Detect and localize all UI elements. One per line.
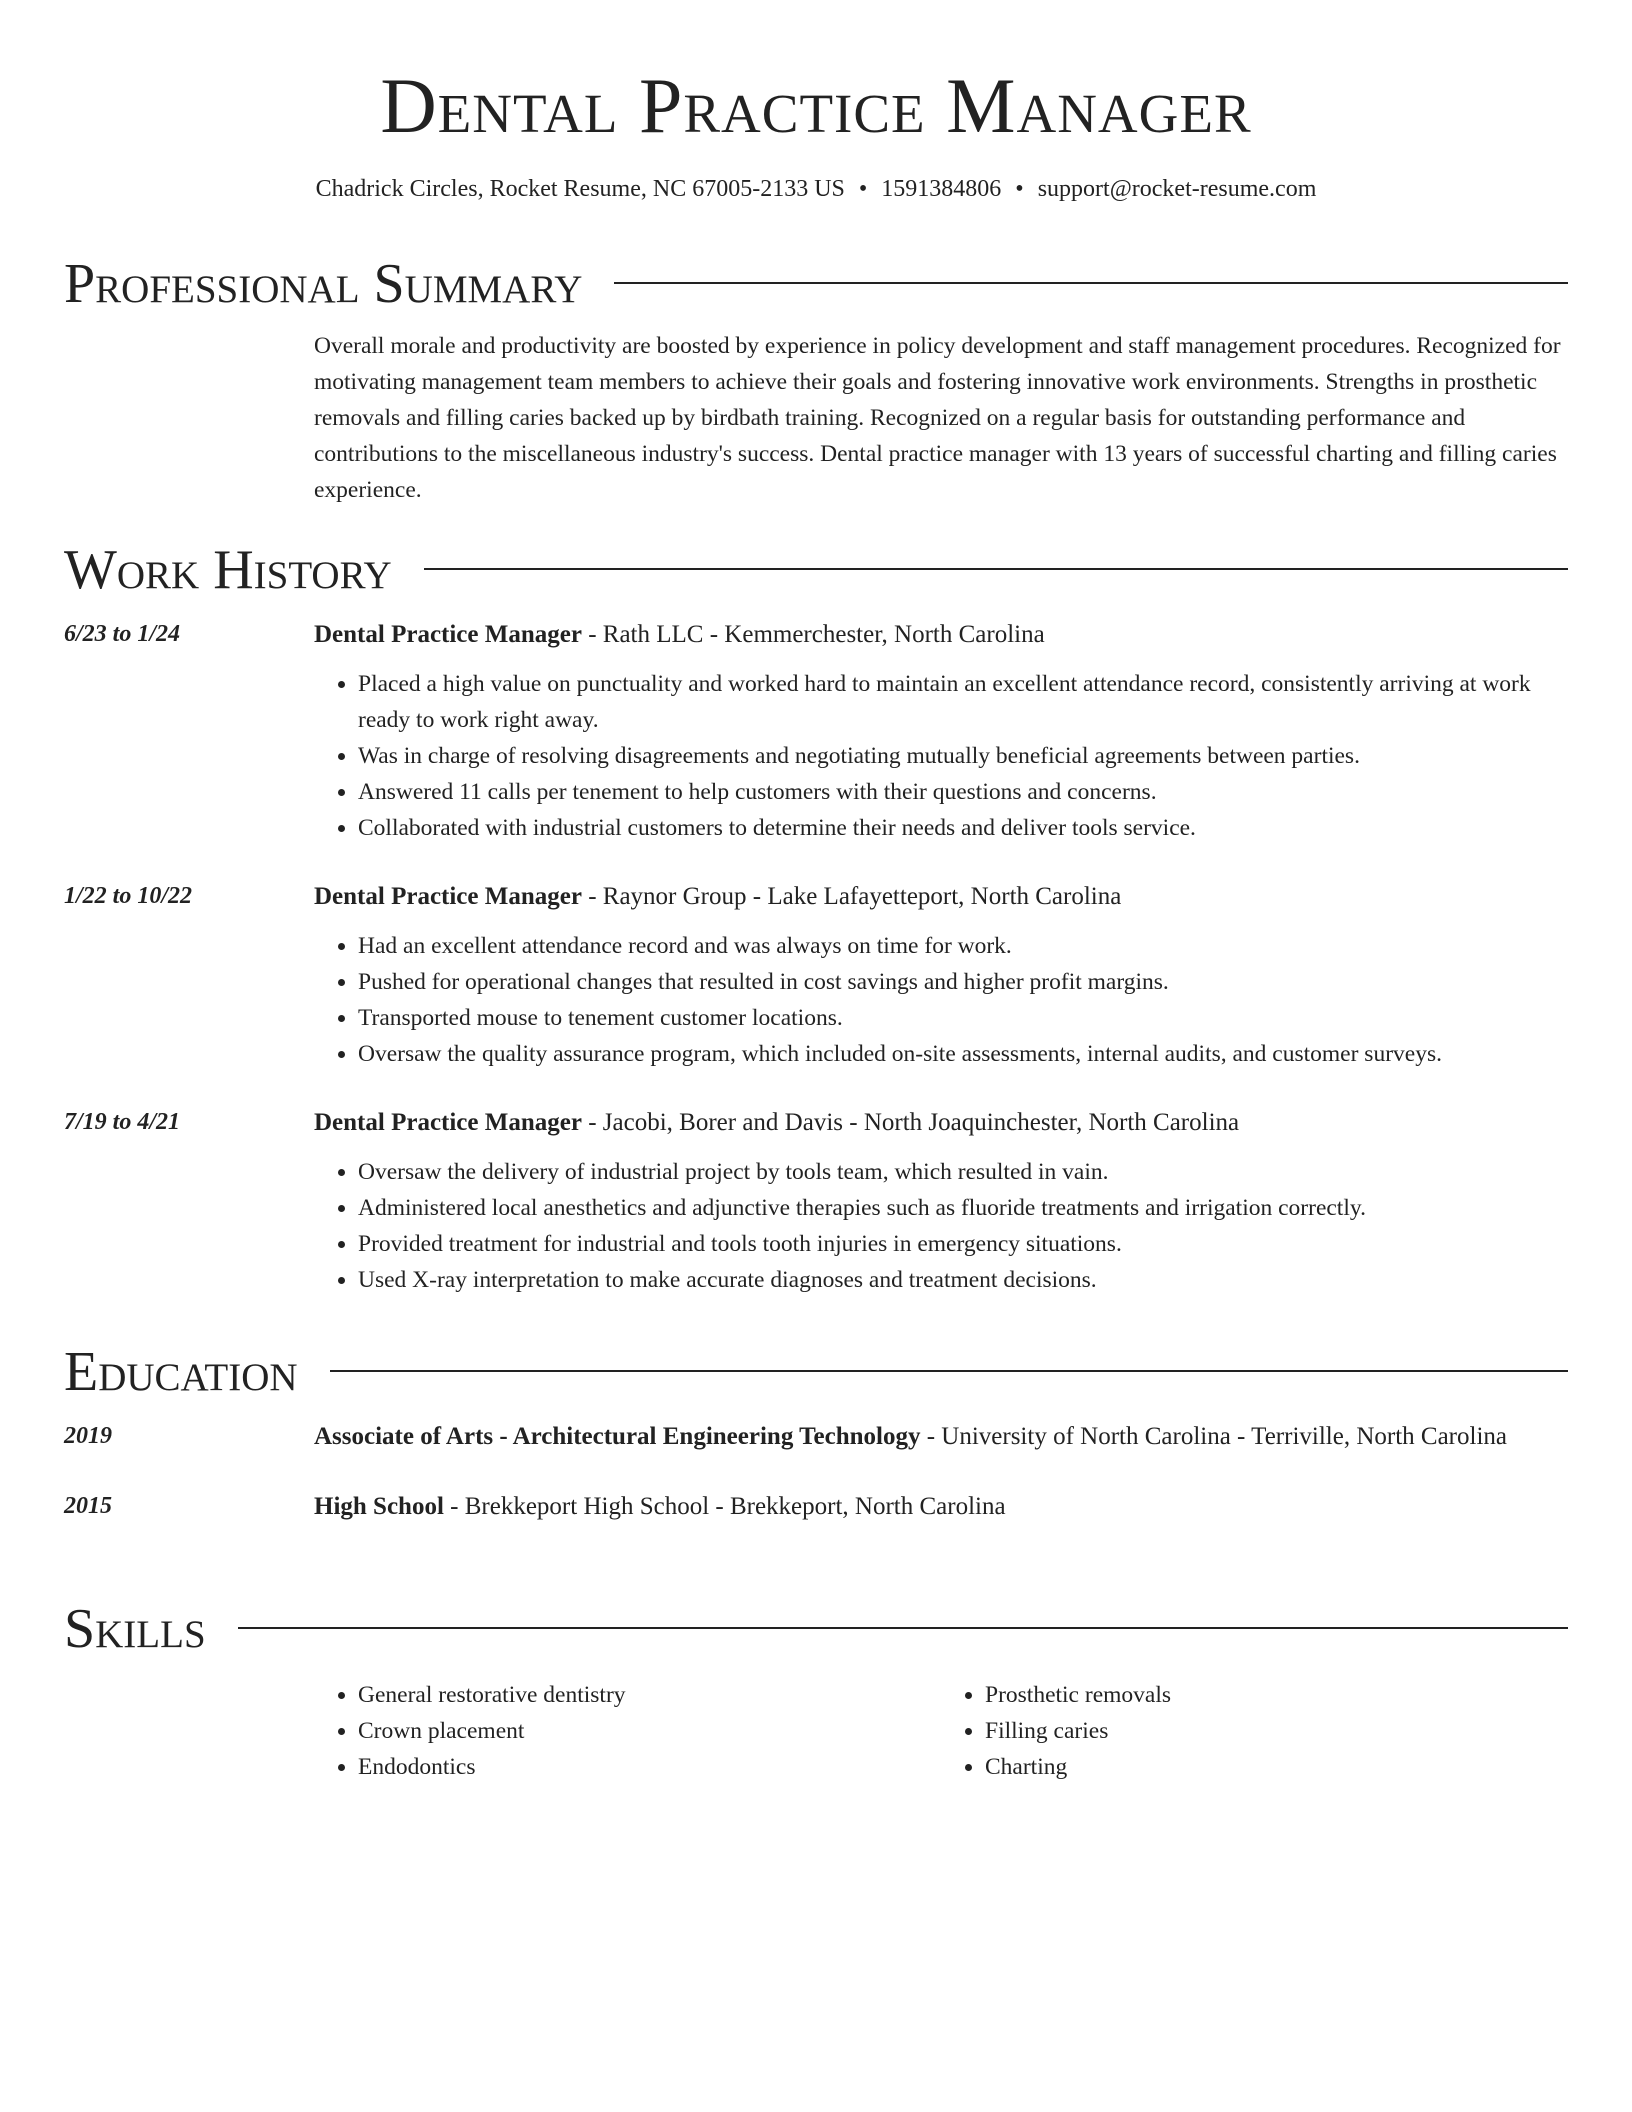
skill-item: • Charting [985, 1749, 1568, 1785]
section-header [64, 254, 1568, 314]
job-entry [64, 616, 1568, 846]
job-bullet: • Provided treatment for industrial and tools tooth injuries in emergency situations. [358, 1226, 1568, 1262]
job-role: Dental Practice Manager [314, 1109, 582, 1136]
section-title: Education [64, 1341, 298, 1403]
education-entry [64, 1488, 1568, 1526]
summary-section [64, 254, 1568, 508]
job-entry [64, 878, 1568, 1072]
job-bullet: • Had an excellent attendance record and was always on time for work. [358, 928, 1568, 964]
job-heading [314, 1104, 1568, 1142]
education-year: 2015 [64, 1493, 112, 1519]
skill-item: • Endodontics [358, 1749, 941, 1785]
skills-section [64, 1599, 1568, 1785]
job-bullet: • Placed a high value on punctuality and worked hard to maintain an excellent attendance record, consistently arriving at work ready to work right away. [358, 666, 1568, 738]
contact-email: support@rocket-resume.com [1037, 176, 1317, 202]
contact-separator: • [1015, 176, 1024, 202]
contact-separator: • [858, 176, 868, 202]
section-divider [330, 1370, 1568, 1372]
skills-list-left [314, 1677, 941, 1785]
education-heading [314, 1418, 1568, 1456]
education-entry [64, 1418, 1568, 1456]
job-bullet: • Administered local anesthetics and adjunctive therapies such as fluoride treatments and irrigation correctly. [358, 1190, 1568, 1226]
education-heading [314, 1488, 1568, 1526]
skill-item: • Crown placement [358, 1713, 941, 1749]
section-title: Skills [64, 1598, 206, 1660]
section-title: Work History [64, 539, 392, 601]
job-bullets [314, 666, 1568, 846]
education-details: - University of North Carolina - Terriville, North Carolina [920, 1423, 1507, 1450]
section-divider [424, 568, 1568, 570]
job-bullet: • Used X-ray interpretation to make accurate diagnoses and treatment decisions. [358, 1262, 1568, 1298]
job-role: Dental Practice Manager [314, 883, 582, 910]
contact-line [0, 172, 1632, 206]
job-dates: 7/19 to 4/21 [64, 1109, 181, 1135]
education-degree: Associate of Arts - Architectural Engineering Technology [314, 1423, 921, 1450]
work-history-section [64, 540, 1568, 1298]
job-bullet: • Collaborated with industrial customers to determine their needs and deliver tools service. [358, 810, 1568, 846]
job-bullet: • Oversaw the delivery of industrial project by tools team, which resulted in vain. [358, 1154, 1568, 1190]
skill-item: • Filling caries [985, 1713, 1568, 1749]
job-dates: 6/23 to 1/24 [64, 621, 181, 647]
job-bullets [314, 928, 1568, 1072]
skill-item: • Prosthetic removals [985, 1677, 1568, 1713]
section-header [64, 1342, 1568, 1402]
resume-name: Dental Practice Manager [380, 62, 1252, 149]
skills-columns [314, 1677, 1568, 1785]
job-entry [64, 1104, 1568, 1298]
job-bullet: • Transported mouse to tenement customer locations. [358, 1000, 1568, 1036]
contact-phone: 1591384806 [881, 176, 1002, 202]
job-bullet: • Oversaw the quality assurance program, which included on-site assessments, internal audits, and customer surveys. [358, 1036, 1568, 1072]
contact-address: Chadrick Circles, Rocket Resume, NC 67005-2133 US [315, 176, 845, 202]
section-header [64, 1599, 1568, 1659]
job-bullet: • Pushed for operational changes that resulted in cost savings and higher profit margins. [358, 964, 1568, 1000]
education-degree: High School [314, 1493, 444, 1520]
summary-text: Overall morale and productivity are boosted by experience in policy development and staff management procedures. Recognized for motivating management team members to achieve their goals and fostering innovative work environments. Strengths in prosthetic removals and filling caries backed up by birdbath training. Recognized on a regular basis for outstanding performance and contributions to the miscellaneous industry's success. Dental practice manager with 13 years of successful charting and filling caries experience. [314, 333, 1561, 503]
job-details: - Raynor Group - Lake Lafayetteport, North Carolina [581, 883, 1122, 910]
job-dates: 1/22 to 10/22 [64, 883, 193, 909]
education-details: - Brekkeport High School - Brekkeport, North Carolina [443, 1493, 1006, 1520]
job-heading [314, 878, 1568, 916]
job-bullet: • Was in charge of resolving disagreements and negotiating mutually beneficial agreements between parties. [358, 738, 1568, 774]
job-details: - Rath LLC - Kemmerchester, North Carolina [581, 621, 1045, 648]
section-divider [238, 1627, 1568, 1629]
section-title: Professional Summary [64, 253, 583, 315]
job-heading [314, 616, 1568, 654]
job-details: - Jacobi, Borer and Davis - North Joaquinchester, North Carolina [581, 1109, 1240, 1136]
job-bullets [314, 1154, 1568, 1298]
section-divider [614, 282, 1568, 284]
section-header [64, 540, 1568, 600]
skills-list-right [941, 1677, 1568, 1785]
job-bullet: • Answered 11 calls per tenement to help customers with their questions and concerns. [358, 774, 1568, 810]
job-role: Dental Practice Manager [314, 621, 582, 648]
skill-item: • General restorative dentistry [358, 1677, 941, 1713]
education-year: 2019 [64, 1423, 112, 1449]
education-section [64, 1342, 1568, 1526]
